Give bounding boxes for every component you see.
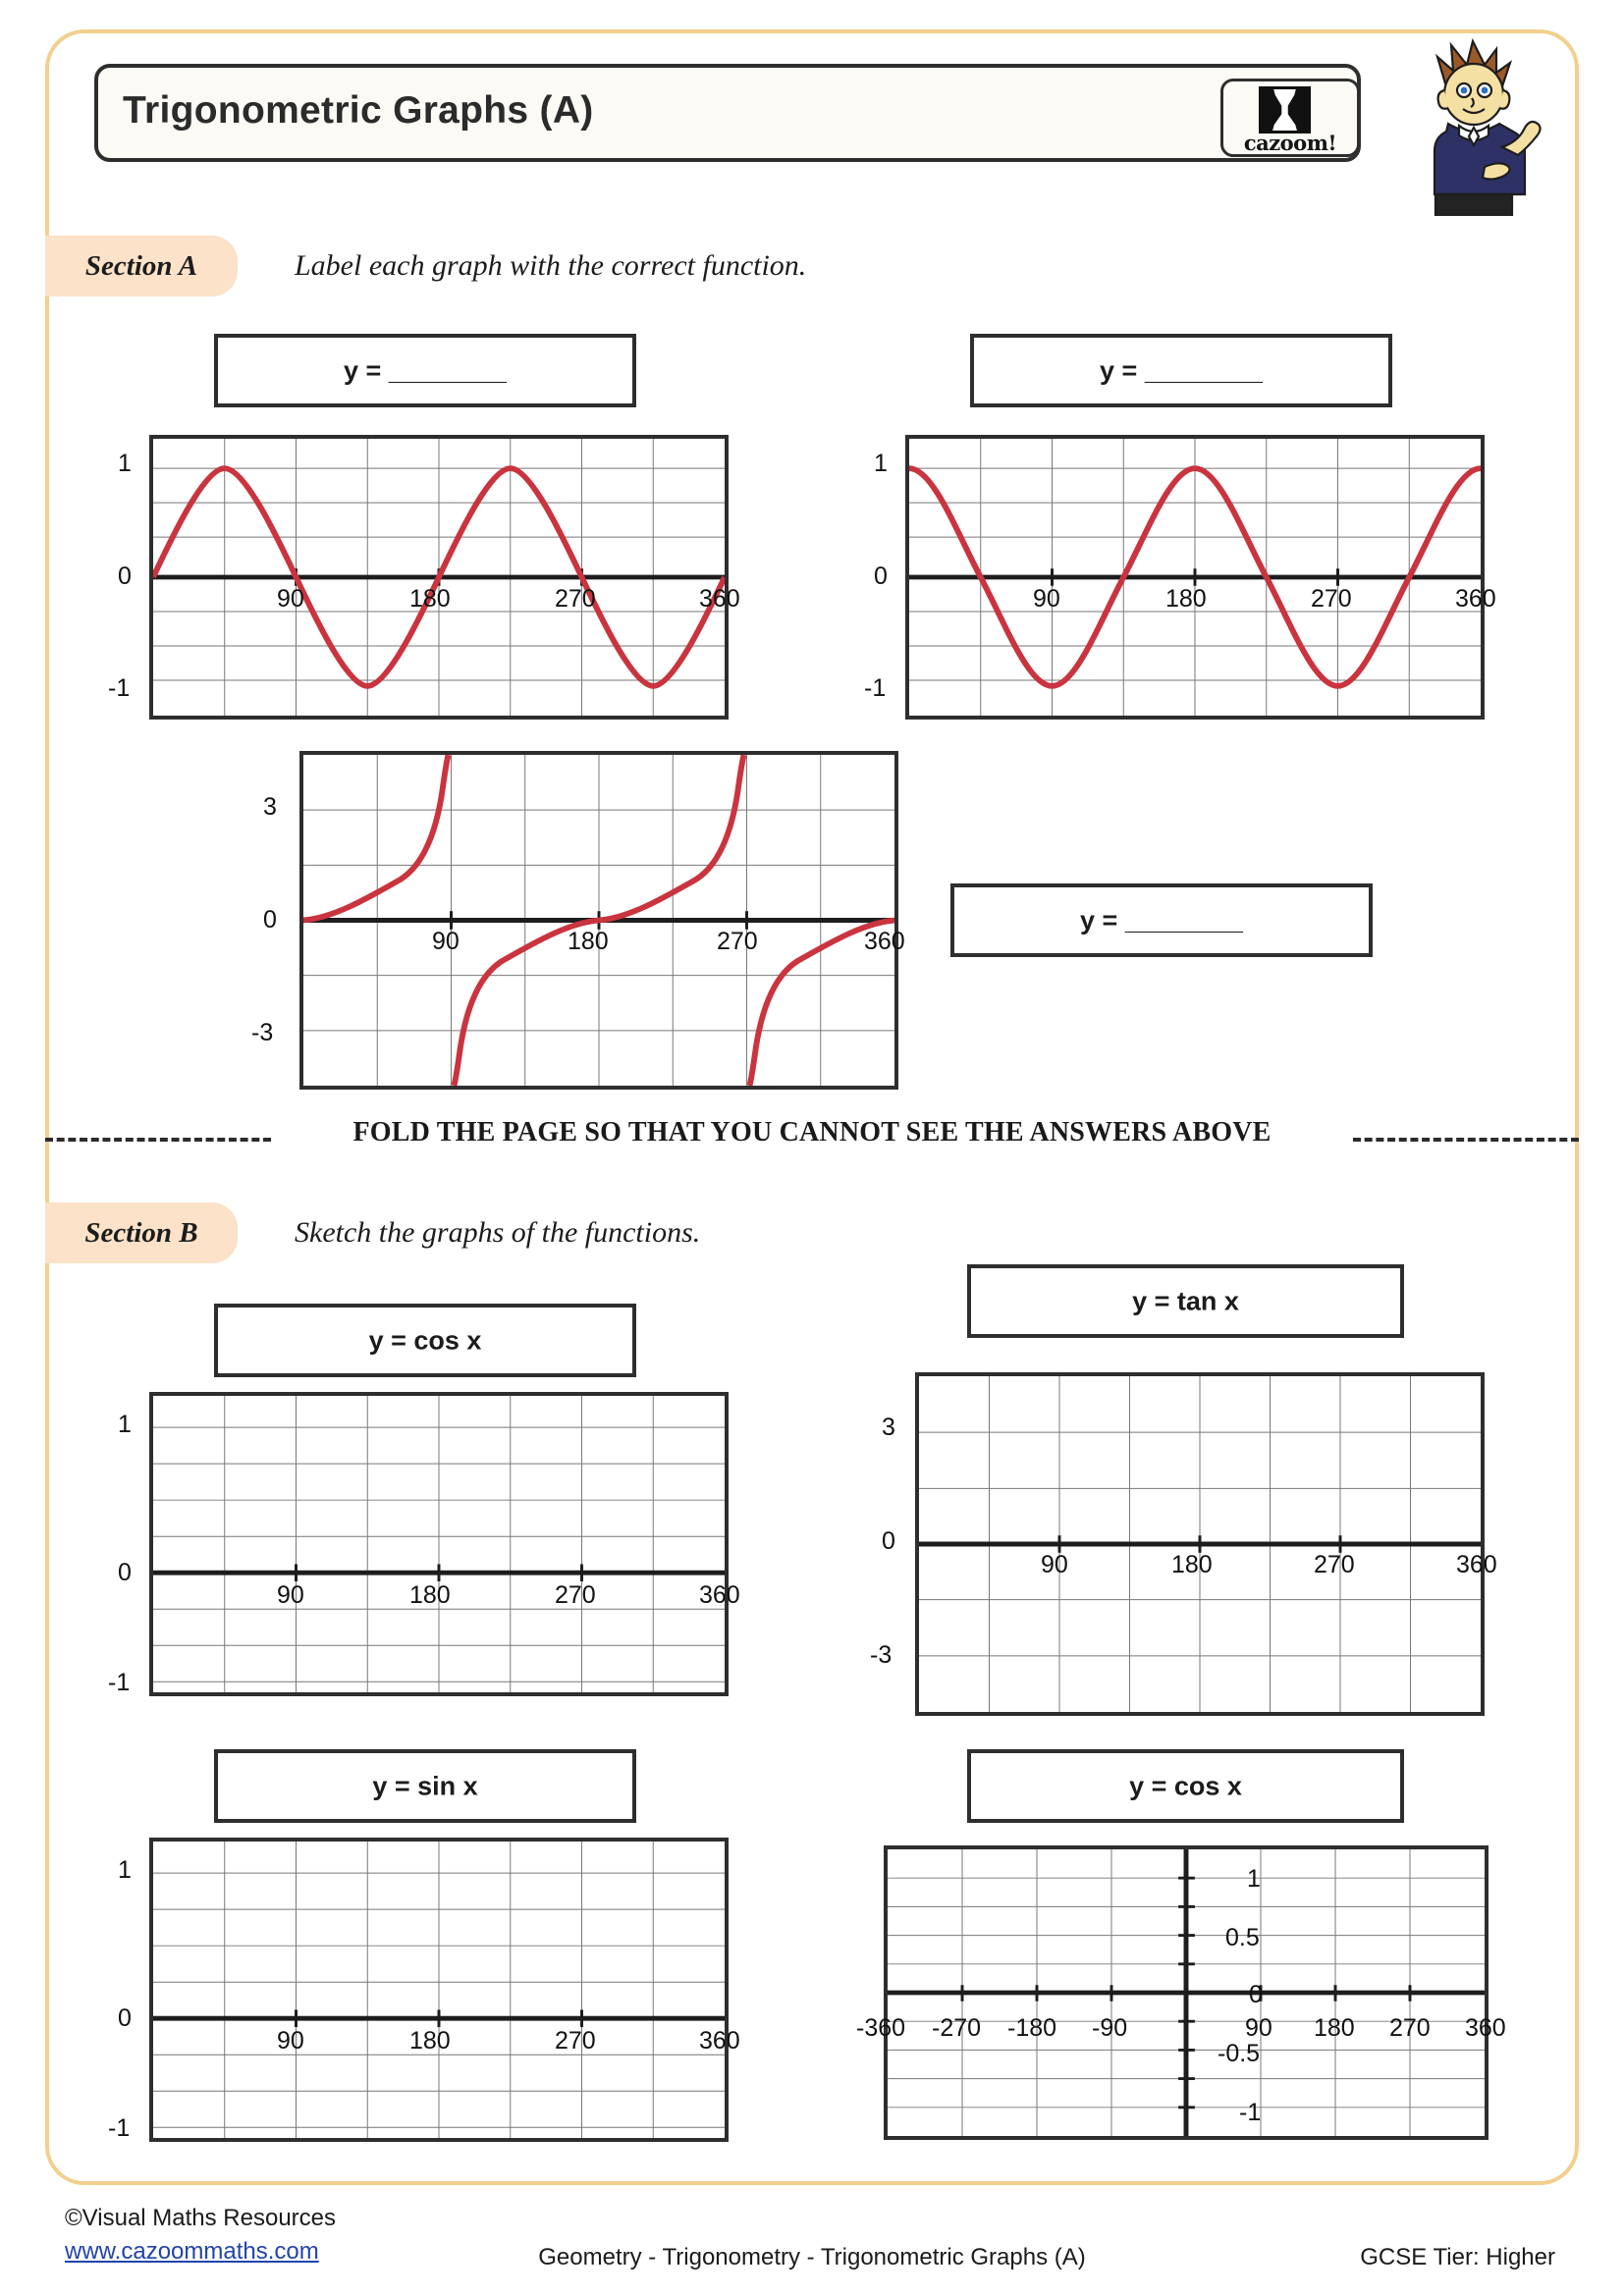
graph-b4-xlabel-neg90: -90 <box>1092 2014 1128 2042</box>
answer-box-a2[interactable] <box>970 334 1392 407</box>
graph-b4-ylabel-1: 1 <box>1247 1865 1261 1893</box>
graph-a1-xlabel-270: 270 <box>555 585 596 613</box>
graph-a3-ylabel-0: 0 <box>263 906 277 934</box>
graph-b4-blank-cos-full[interactable] <box>884 1845 1489 2140</box>
footer-copyright: ©Visual Maths Resources <box>65 2205 337 2231</box>
graph-b4-xlabel-neg180: -180 <box>1007 2014 1057 2042</box>
answer-box-a1[interactable] <box>214 334 636 407</box>
graph-a2-xlabel-90: 90 <box>1033 585 1060 613</box>
graph-b4-xlabel-90: 90 <box>1245 2014 1272 2042</box>
answer-box-a3[interactable] <box>950 883 1373 957</box>
section-a-pill <box>45 236 238 296</box>
graph-a1-ylabel-0: 0 <box>118 562 132 590</box>
graph-b3-xlabel-360: 360 <box>699 2027 740 2055</box>
graph-b4-xlabel-neg360: -360 <box>856 2014 906 2042</box>
graph-b2-ylabel-neg3: -3 <box>870 1641 893 1669</box>
title-box <box>94 64 1361 162</box>
section-b-label: Section B <box>84 1217 198 1249</box>
graph-b2-blank-tan[interactable] <box>915 1372 1485 1716</box>
label-box-b3-text: y = sin x <box>372 1771 478 1800</box>
graph-a2-ylabel-0: 0 <box>874 562 888 590</box>
graph-b2-ylabel-0: 0 <box>882 1527 895 1555</box>
graph-a3-tangent <box>299 751 898 1090</box>
graph-a2-xlabel-270: 270 <box>1311 585 1352 613</box>
cazoom-logo <box>1220 79 1360 157</box>
graph-b3-xlabel-180: 180 <box>409 2027 451 2055</box>
graph-b4-ylabel-neg1: -1 <box>1239 2099 1262 2126</box>
section-a-instruction: Label each graph with the correct function. <box>295 249 807 282</box>
graph-b3-xlabel-270: 270 <box>555 2027 596 2055</box>
graph-b1-ylabel-1: 1 <box>118 1411 132 1438</box>
graph-b2-ylabel-3: 3 <box>882 1414 895 1441</box>
page-title: Trigonometric Graphs (A) <box>123 89 594 132</box>
graph-b1-xlabel-360: 360 <box>699 1581 740 1609</box>
label-box-b4[interactable] <box>967 1749 1404 1823</box>
page-footer <box>0 2205 1624 2293</box>
label-box-b1-text: y = cos x <box>368 1325 482 1355</box>
label-box-b2[interactable] <box>967 1264 1404 1338</box>
fold-line <box>45 1117 1579 1160</box>
graph-b1-xlabel-180: 180 <box>409 1581 451 1609</box>
section-a-label: Section A <box>84 250 198 282</box>
mascot-illustration <box>1394 29 1551 216</box>
footer-topic: Geometry - Trigonometry - Trigonometric Graphs (A) <box>538 2244 1086 2270</box>
label-box-b2-text: y = tan x <box>1132 1286 1239 1315</box>
graph-a2-xlabel-360: 360 <box>1455 585 1496 613</box>
hourglass-shape <box>1272 89 1298 131</box>
graph-a3-xlabel-270: 270 <box>717 928 758 955</box>
graph-b1-blank-cos[interactable] <box>149 1392 729 1696</box>
graph-a1-xlabel-90: 90 <box>277 585 304 613</box>
graph-a3-xlabel-90: 90 <box>432 928 460 955</box>
graph-b2-xlabel-360: 360 <box>1456 1551 1497 1578</box>
answer-box-a1-text: y = ________ <box>344 355 507 385</box>
footer-website-link[interactable]: www.cazoommaths.com <box>65 2238 319 2265</box>
graph-b4-ylabel-neghalf: -0.5 <box>1218 2040 1261 2067</box>
logo-wordmark: cazoom! <box>1243 131 1337 155</box>
graph-b4-xlabel-neg270: -270 <box>932 2014 982 2042</box>
graph-a2-xlabel-180: 180 <box>1165 585 1207 613</box>
answer-box-a3-text: y = ________ <box>1080 905 1243 934</box>
graph-b1-xlabel-270: 270 <box>555 1581 596 1609</box>
graph-b3-xlabel-90: 90 <box>277 2027 304 2055</box>
graph-b4-xlabel-360: 360 <box>1465 2014 1506 2042</box>
graph-a3-ylabel-3: 3 <box>263 793 277 821</box>
graph-a3-xlabel-180: 180 <box>568 928 609 955</box>
graph-b3-blank-sin[interactable] <box>149 1838 729 2142</box>
footer-tier: GCSE Tier: Higher <box>1360 2244 1555 2270</box>
label-box-b4-text: y = cos x <box>1129 1771 1242 1800</box>
graph-a2-ylabel-neg1: -1 <box>864 674 887 702</box>
graph-a3-ylabel-neg3: -3 <box>251 1019 274 1046</box>
graph-b1-ylabel-neg1: -1 <box>108 1669 131 1696</box>
label-box-b1[interactable] <box>214 1304 636 1377</box>
graph-a1-ylabel-1: 1 <box>118 450 132 477</box>
graph-b4-ylabel-0: 0 <box>1249 1981 1263 2008</box>
fold-instruction: FOLD THE PAGE SO THAT YOU CANNOT SEE THE ANSWERS ABOVE <box>352 1117 1272 1148</box>
graph-b2-xlabel-180: 180 <box>1171 1551 1213 1578</box>
graph-a2-cosine <box>905 435 1485 720</box>
graph-b3-ylabel-0: 0 <box>118 2004 132 2032</box>
hourglass-icon <box>1259 86 1311 133</box>
graph-b3-ylabel-1: 1 <box>118 1856 132 1884</box>
graph-a1-xlabel-360: 360 <box>699 585 740 613</box>
graph-b4-ylabel-half: 0.5 <box>1225 1924 1260 1951</box>
label-box-b3[interactable] <box>214 1749 636 1823</box>
graph-a3-xlabel-360: 360 <box>864 928 905 955</box>
section-b-instruction: Sketch the graphs of the functions. <box>295 1216 701 1249</box>
graph-b4-xlabel-180: 180 <box>1314 2014 1355 2042</box>
graph-b4-xlabel-270: 270 <box>1389 2014 1431 2042</box>
graph-a1-ylabel-neg1: -1 <box>108 674 131 702</box>
graph-b2-xlabel-270: 270 <box>1314 1551 1355 1578</box>
graph-a2-ylabel-1: 1 <box>874 450 888 477</box>
graph-b2-xlabel-90: 90 <box>1041 1551 1068 1578</box>
section-b-pill <box>45 1202 238 1263</box>
answer-box-a2-text: y = ________ <box>1100 355 1263 385</box>
graph-b3-ylabel-neg1: -1 <box>108 2114 131 2142</box>
graph-b1-ylabel-0: 0 <box>118 1559 132 1586</box>
graph-b1-xlabel-90: 90 <box>277 1581 304 1609</box>
graph-a1-xlabel-180: 180 <box>409 585 451 613</box>
graph-a1-sine <box>149 435 729 720</box>
